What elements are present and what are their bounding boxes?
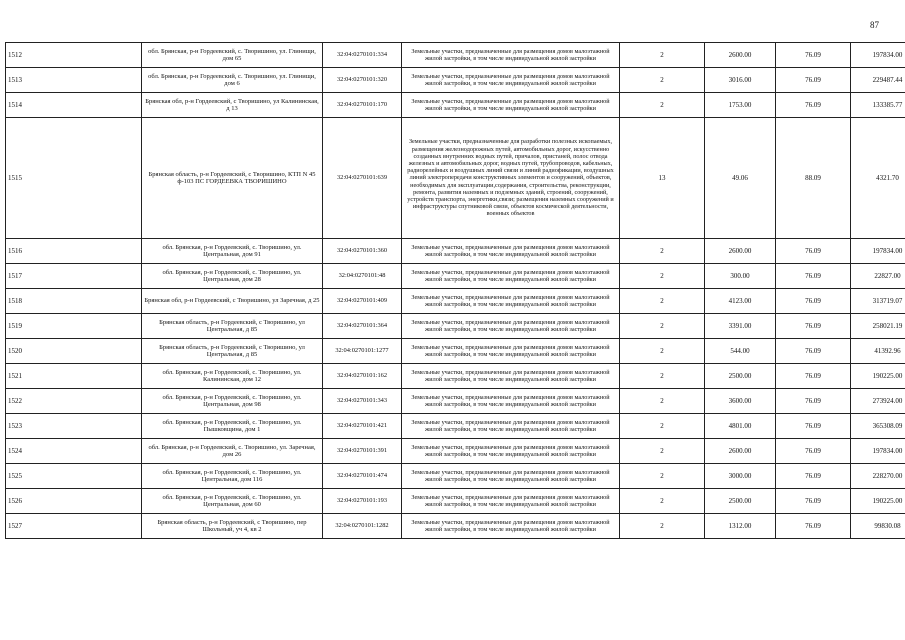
cadastral-number-cell: 32:04:0270101:409 xyxy=(323,289,402,314)
cadastral-value-cell: 228270.00 xyxy=(851,464,905,489)
cadastral-value-cell: 197834.00 xyxy=(851,239,905,264)
address-cell: обл. Брянская, р-н Гордеевский, с. Творишино, ул. Заречная, дом 26 xyxy=(142,439,323,464)
land-use-purpose-cell: Земельные участки, предназначенные для размещения домов малоэтажной жилой застройки, в том числе индивидуальной жилой застройки xyxy=(402,264,620,289)
cadastral-value-cell: 41392.96 xyxy=(851,339,905,364)
land-registry-table xyxy=(5,42,905,539)
table-row xyxy=(6,339,905,364)
cadastral-number-cell: 32:04:0270101:391 xyxy=(323,439,402,464)
specific-value-cell: 76.09 xyxy=(776,489,851,514)
cadastral-value-cell: 365308.09 xyxy=(851,414,905,439)
address-cell: Брянская область, р-н Гордеевский, с Творишино, ул Центральная, д 85 xyxy=(142,339,323,364)
specific-value-cell: 76.09 xyxy=(776,364,851,389)
use-category-cell: 2 xyxy=(620,389,705,414)
specific-value-cell: 76.09 xyxy=(776,414,851,439)
table-row xyxy=(6,93,905,118)
table-row xyxy=(6,439,905,464)
specific-value-cell: 76.09 xyxy=(776,339,851,364)
area-cell: 1753.00 xyxy=(705,93,776,118)
land-use-purpose-cell: Земельные участки, предназначенные для размещения домов малоэтажной жилой застройки, в том числе индивидуальной жилой застройки xyxy=(402,239,620,264)
cadastral-value-cell: 190225.00 xyxy=(851,489,905,514)
area-cell: 300.00 xyxy=(705,264,776,289)
address-cell: обл. Брянская, р-н Гордеевский, с. Творишино, ул. Центральная, дом 28 xyxy=(142,264,323,289)
cadastral-value-cell: 229487.44 xyxy=(851,68,905,93)
row-number-cell: 1522 xyxy=(6,389,142,414)
area-cell: 3600.00 xyxy=(705,389,776,414)
row-number-cell: 1523 xyxy=(6,414,142,439)
row-number-cell: 1524 xyxy=(6,439,142,464)
address-cell: обл. Брянская, р-н Гордеевский, с. Творишино, ул. Центральная, дом 91 xyxy=(142,239,323,264)
cadastral-value-cell: 4321.70 xyxy=(851,118,905,239)
row-number-cell: 1518 xyxy=(6,289,142,314)
cadastral-number-cell: 32:04:0270101:343 xyxy=(323,389,402,414)
area-cell: 4123.00 xyxy=(705,289,776,314)
row-number-cell: 1512 xyxy=(6,43,142,68)
area-cell: 2600.00 xyxy=(705,43,776,68)
address-cell: Брянская обл, р-н Гордеевский, с Творишино, ул Заречная, д 25 xyxy=(142,289,323,314)
area-cell: 4801.00 xyxy=(705,414,776,439)
table-row xyxy=(6,118,905,239)
row-number-cell: 1519 xyxy=(6,314,142,339)
cadastral-value-cell: 197834.00 xyxy=(851,439,905,464)
row-number-cell: 1516 xyxy=(6,239,142,264)
area-cell: 544.00 xyxy=(705,339,776,364)
land-use-purpose-cell: Земельные участки, предназначенные для размещения домов малоэтажной жилой застройки, в том числе индивидуальной жилой застройки xyxy=(402,414,620,439)
address-cell: обл. Брянская, р-н Гордеевский, с. Творишино, ул. Глинищи, дом 65 xyxy=(142,43,323,68)
use-category-cell: 2 xyxy=(620,264,705,289)
address-cell: Брянская обл, р-н Гордеевский, с Творишино, ул Калининская, д 13 xyxy=(142,93,323,118)
land-use-purpose-cell: Земельные участки, предназначенные для размещения домов малоэтажной жилой застройки, в том числе индивидуальной жилой застройки xyxy=(402,364,620,389)
table-row xyxy=(6,314,905,339)
cadastral-value-cell: 197834.00 xyxy=(851,43,905,68)
address-cell: обл. Брянская, р-н Гордеевский, с. Творишино, ул. Центральная, дом 98 xyxy=(142,389,323,414)
table-row xyxy=(6,43,905,68)
address-cell: обл. Брянская, р-н Гордеевский, с. Творишино, ул. Центральная, дом 60 xyxy=(142,489,323,514)
specific-value-cell: 76.09 xyxy=(776,43,851,68)
table-row xyxy=(6,264,905,289)
land-use-purpose-cell: Земельные участки, предназначенные для размещения домов малоэтажной жилой застройки, в том числе индивидуальной жилой застройки xyxy=(402,314,620,339)
row-number-cell: 1514 xyxy=(6,93,142,118)
cadastral-number-cell: 32:04:0270101:193 xyxy=(323,489,402,514)
cadastral-number-cell: 32:04:0270101:1282 xyxy=(323,514,402,539)
cadastral-value-cell: 190225.00 xyxy=(851,364,905,389)
area-cell: 3016.00 xyxy=(705,68,776,93)
table-row xyxy=(6,414,905,439)
specific-value-cell: 76.09 xyxy=(776,439,851,464)
cadastral-number-cell: 32:04:0270101:334 xyxy=(323,43,402,68)
row-number-cell: 1525 xyxy=(6,464,142,489)
area-cell: 3391.00 xyxy=(705,314,776,339)
row-number-cell: 1517 xyxy=(6,264,142,289)
address-cell: Брянская область, р-н Гордеевский, с Творишино, ул Центральная, д 85 xyxy=(142,314,323,339)
area-cell: 2600.00 xyxy=(705,239,776,264)
specific-value-cell: 76.09 xyxy=(776,68,851,93)
specific-value-cell: 88.09 xyxy=(776,118,851,239)
cadastral-number-cell: 32:04:0270101:421 xyxy=(323,414,402,439)
land-use-purpose-cell: Земельные участки, предназначенные для размещения домов малоэтажной жилой застройки, в том числе индивидуальной жилой застройки xyxy=(402,289,620,314)
use-category-cell: 2 xyxy=(620,289,705,314)
table-row xyxy=(6,68,905,93)
cadastral-number-cell: 32:04:0270101:639 xyxy=(323,118,402,239)
specific-value-cell: 76.09 xyxy=(776,314,851,339)
row-number-cell: 1526 xyxy=(6,489,142,514)
address-cell: обл. Брянская, р-н Гордеевский, с. Творишино, ул. Глинищи, дом 6 xyxy=(142,68,323,93)
land-use-purpose-cell: Земельные участки, предназначенные для размещения домов малоэтажной жилой застройки, в том числе индивидуальной жилой застройки xyxy=(402,439,620,464)
row-number-cell: 1527 xyxy=(6,514,142,539)
use-category-cell: 2 xyxy=(620,514,705,539)
cadastral-number-cell: 32:04:0270101:360 xyxy=(323,239,402,264)
table-row xyxy=(6,389,905,414)
land-use-purpose-cell: Земельные участки, предназначенные для размещения домов малоэтажной жилой застройки, в том числе индивидуальной жилой застройки xyxy=(402,43,620,68)
cadastral-number-cell: 32:04:0270101:170 xyxy=(323,93,402,118)
cadastral-number-cell: 32:04:0270101:162 xyxy=(323,364,402,389)
address-cell: обл. Брянская, р-н Гордеевский, с. Творишино, ул. Калининская, дом 12 xyxy=(142,364,323,389)
use-category-cell: 2 xyxy=(620,93,705,118)
row-number-cell: 1520 xyxy=(6,339,142,364)
specific-value-cell: 76.09 xyxy=(776,264,851,289)
use-category-cell: 2 xyxy=(620,314,705,339)
cadastral-value-cell: 313719.07 xyxy=(851,289,905,314)
land-use-purpose-cell: Земельные участки, предназначенные для размещения домов малоэтажной жилой застройки, в том числе индивидуальной жилой застройки xyxy=(402,464,620,489)
cadastral-number-cell: 32:04:0270101:320 xyxy=(323,68,402,93)
page-number: 87 xyxy=(870,20,879,30)
use-category-cell: 2 xyxy=(620,68,705,93)
cadastral-number-cell: 32:04:0270101:364 xyxy=(323,314,402,339)
use-category-cell: 2 xyxy=(620,43,705,68)
cadastral-number-cell: 32:04:0270101:1277 xyxy=(323,339,402,364)
table-row xyxy=(6,514,905,539)
area-cell: 2600.00 xyxy=(705,439,776,464)
cadastral-value-cell: 133385.77 xyxy=(851,93,905,118)
specific-value-cell: 76.09 xyxy=(776,389,851,414)
area-cell: 49.06 xyxy=(705,118,776,239)
land-use-purpose-cell: Земельные участки, предназначенные для размещения домов малоэтажной жилой застройки, в том числе индивидуальной жилой застройки xyxy=(402,339,620,364)
table-row xyxy=(6,289,905,314)
row-number-cell: 1515 xyxy=(6,118,142,239)
area-cell: 2500.00 xyxy=(705,489,776,514)
cadastral-value-cell: 22827.00 xyxy=(851,264,905,289)
use-category-cell: 2 xyxy=(620,414,705,439)
address-cell: обл. Брянская, р-н Гордеевский, с. Творишино, ул. Центральная, дом 116 xyxy=(142,464,323,489)
cadastral-value-cell: 99830.08 xyxy=(851,514,905,539)
area-cell: 2500.00 xyxy=(705,364,776,389)
use-category-cell: 2 xyxy=(620,239,705,264)
address-cell: Брянская область, р-н Гордеевский, с Творишино, КТП N 45 ф-103 ПС ГОРДЕЕВКА ТВОРИШИНО xyxy=(142,118,323,239)
use-category-cell: 2 xyxy=(620,439,705,464)
cadastral-number-cell: 32:04:0270101:48 xyxy=(323,264,402,289)
land-use-purpose-cell: Земельные участки, предназначенные для размещения домов малоэтажной жилой застройки, в том числе индивидуальной жилой застройки xyxy=(402,514,620,539)
use-category-cell: 2 xyxy=(620,339,705,364)
land-use-purpose-cell: Земельные участки, предназначенные для размещения домов малоэтажной жилой застройки, в том числе индивидуальной жилой застройки xyxy=(402,389,620,414)
land-use-purpose-cell: Земельные участки, предназначенные для размещения домов малоэтажной жилой застройки, в том числе индивидуальной жилой застройки xyxy=(402,68,620,93)
use-category-cell: 2 xyxy=(620,364,705,389)
use-category-cell: 2 xyxy=(620,489,705,514)
land-use-purpose-cell: Земельные участки, предназначенные для размещения домов малоэтажной жилой застройки, в том числе индивидуальной жилой застройки xyxy=(402,489,620,514)
area-cell: 3000.00 xyxy=(705,464,776,489)
area-cell: 1312.00 xyxy=(705,514,776,539)
specific-value-cell: 76.09 xyxy=(776,239,851,264)
cadastral-value-cell: 258021.19 xyxy=(851,314,905,339)
specific-value-cell: 76.09 xyxy=(776,93,851,118)
registry-body xyxy=(6,43,905,539)
specific-value-cell: 76.09 xyxy=(776,289,851,314)
use-category-cell: 2 xyxy=(620,464,705,489)
specific-value-cell: 76.09 xyxy=(776,514,851,539)
cadastral-value-cell: 273924.00 xyxy=(851,389,905,414)
cadastral-number-cell: 32:04:0270101:474 xyxy=(323,464,402,489)
table-row xyxy=(6,364,905,389)
table-row xyxy=(6,464,905,489)
use-category-cell: 13 xyxy=(620,118,705,239)
address-cell: Брянская область, р-н Гордеевский, с Творишино, пер Школьный, уч 4, кв 2 xyxy=(142,514,323,539)
specific-value-cell: 76.09 xyxy=(776,464,851,489)
land-use-purpose-cell: Земельные участки, предназначенные для размещения домов малоэтажной жилой застройки, в том числе индивидуальной жилой застройки xyxy=(402,93,620,118)
table-row xyxy=(6,239,905,264)
row-number-cell: 1521 xyxy=(6,364,142,389)
row-number-cell: 1513 xyxy=(6,68,142,93)
address-cell: обл. Брянская, р-н Гордеевский, с. Творишино, ул. Пышковщина, дом 1 xyxy=(142,414,323,439)
table-row xyxy=(6,489,905,514)
land-use-purpose-cell: Земельные участки, предназначенные для разработки полезных ископаемых, размещения железнодорожных путей, автомобильных дорог, искусственно созданных внутренних водных путей, причалов, пристаней, полос отвода железных и автомобильных дорог, водных путей, трубопроводов, кабельных, радиорелейных и воздушных линий связи и линий радиофикации, воздушных линий электропередачи конструктивных элементов и сооружений, объектов, необходимых для эксплуатации,содержания, строительства, реконструкции, ремонта, развития наземных и подземных зданий, строений, сооружений, устройств транспорта, энергетики,связи; размещения наземных сооружений и инфраструктуры спутниковой связи, объектов космической деятельности, военных объектов xyxy=(402,118,620,239)
